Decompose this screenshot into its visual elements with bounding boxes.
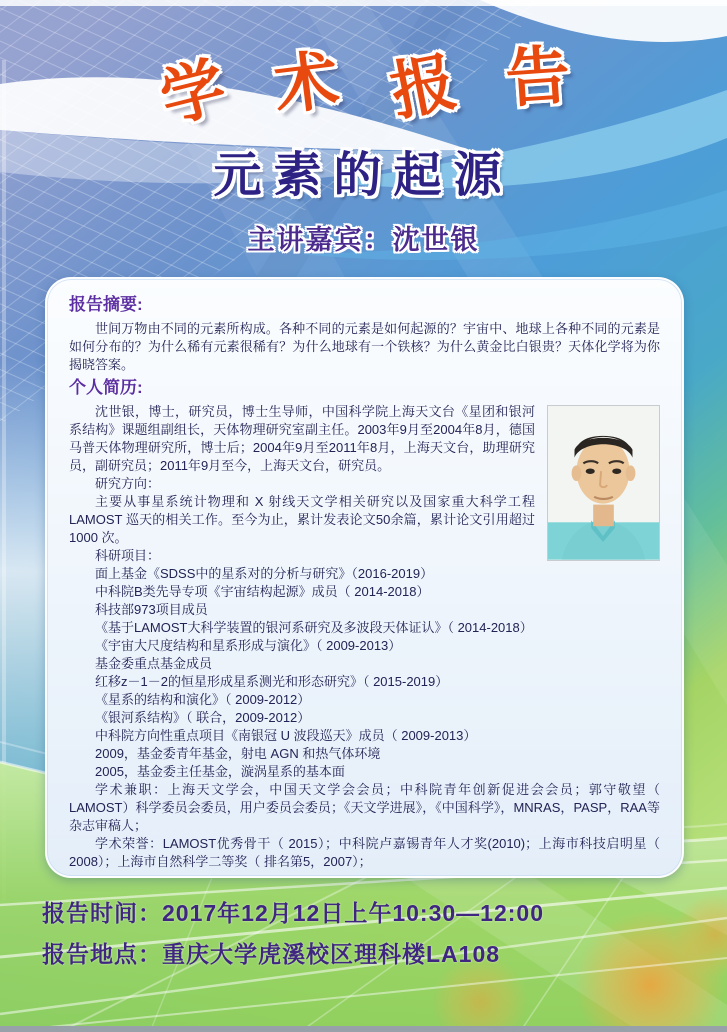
project-item: 《基于LAMOST大科学装置的银河系研究及多波段天体证认》（ 2014-2018） — [95, 620, 533, 635]
place-line — [42, 934, 544, 975]
place-value: 重庆大学虎溪校区理科楼LA108 — [162, 941, 501, 967]
project-item: 《银河系结构》（ 联合，2009-2012） — [95, 710, 311, 725]
abstract-text: 世间万物由不同的元素所构成。各种不同的元素是如何起源的？宇宙中、地球上各种不同的元素是如何分布的？为什么稀有元素很稀有？为什么地球有一个铁核？为什么黄金比白银贵？天体化学将为你揭晓答案。 — [69, 321, 660, 372]
speaker-photo — [547, 405, 660, 561]
place-label: 报告地点： — [42, 941, 162, 967]
banner-title-char: 学 — [152, 49, 233, 136]
project-item: 中科院方向性重点项目《南银冠 U 波段巡天》成员（ 2009-2013） — [95, 728, 477, 743]
time-line — [42, 893, 544, 934]
abstract-heading: 报告摘要: — [69, 295, 143, 314]
banner-title-char: 报 — [384, 45, 462, 129]
footer — [42, 893, 544, 975]
bio-text: 沈世银，博士，研究员，博士生导师，中国科学院上海天文台《星团和银河系结构》课题组副组长，天体物理研究室副主任。2003年9月至2004年8月，德国马普天体物理研究所，博士后；2004年9月至2011年8月，上海天文台，助理研究员，副研究员；2011年9月至今，上海天文台，研究员。 — [69, 404, 535, 473]
speaker-line: 主讲嘉宾：沈世银 — [247, 225, 480, 255]
project-item: 《宇宙大尺度结构和星系形成与演化》（ 2009-2013） — [95, 638, 402, 653]
profile-body — [69, 403, 660, 871]
lecture-title: 元素的起源 — [213, 149, 514, 202]
project-item: 面上基金《SDSS中的星系对的分析与研究》（2016-2019） — [95, 566, 434, 581]
project-item: 科技部973项目成员 — [95, 602, 208, 617]
banner-title-char: 术 — [269, 43, 343, 123]
time-value: 2017年12月12日上午10:30—12:00 — [162, 900, 544, 926]
project-item: 红移z－1－2的恒星形成星系测光和形态研究》（ 2015-2019） — [95, 674, 449, 689]
projects-label: 科研项目： — [95, 548, 161, 563]
project-item: 《星系的结构和演化》（ 2009-2012） — [95, 692, 311, 707]
content-panel — [45, 277, 684, 878]
academic-honors: 学术荣誉：LAMOST优秀骨干（ 2015）；中科院卢嘉锡青年人才奖(2010)；上海市科技启明星（ 2008）；上海市自然科学二等奖（ 排名第5，2007）； — [69, 836, 660, 869]
project-item: 中科院B类先导专项《宇宙结构起源》成员（ 2014-2018） — [95, 584, 430, 599]
project-item: 2009，基金委青年基金，射电 AGN 和热气体环境 — [95, 746, 381, 761]
academic-positions: 学术兼职：上海天文学会，中国天文学会会员；中科院青年创新促进会会员；郭守敬望（ LAMOST）科学委员会委员，用户委员会委员；《天文学进展》，《中国科学》，MNRAS，PASP，RAA等杂志审稿人； — [69, 782, 660, 833]
research-direction-text: 主要从事星系统计物理和 X 射线天文学相关研究以及国家重大科学工程LAMOST 巡天的相关工作。至今为止，累计发表论文50余篇，累计论文引用超过1000 次。 — [69, 494, 535, 545]
project-item: 基金委重点基金成员 — [95, 656, 213, 671]
profile-heading: 个人简历: — [69, 378, 143, 397]
time-label: 报告时间： — [42, 900, 162, 926]
project-item: 2005，基金委主任基金，漩涡星系的基本面 — [95, 764, 345, 779]
banner-title-char: 告 — [502, 38, 572, 116]
banner-title — [0, 34, 727, 136]
research-direction-label: 研究方向： — [95, 476, 161, 491]
